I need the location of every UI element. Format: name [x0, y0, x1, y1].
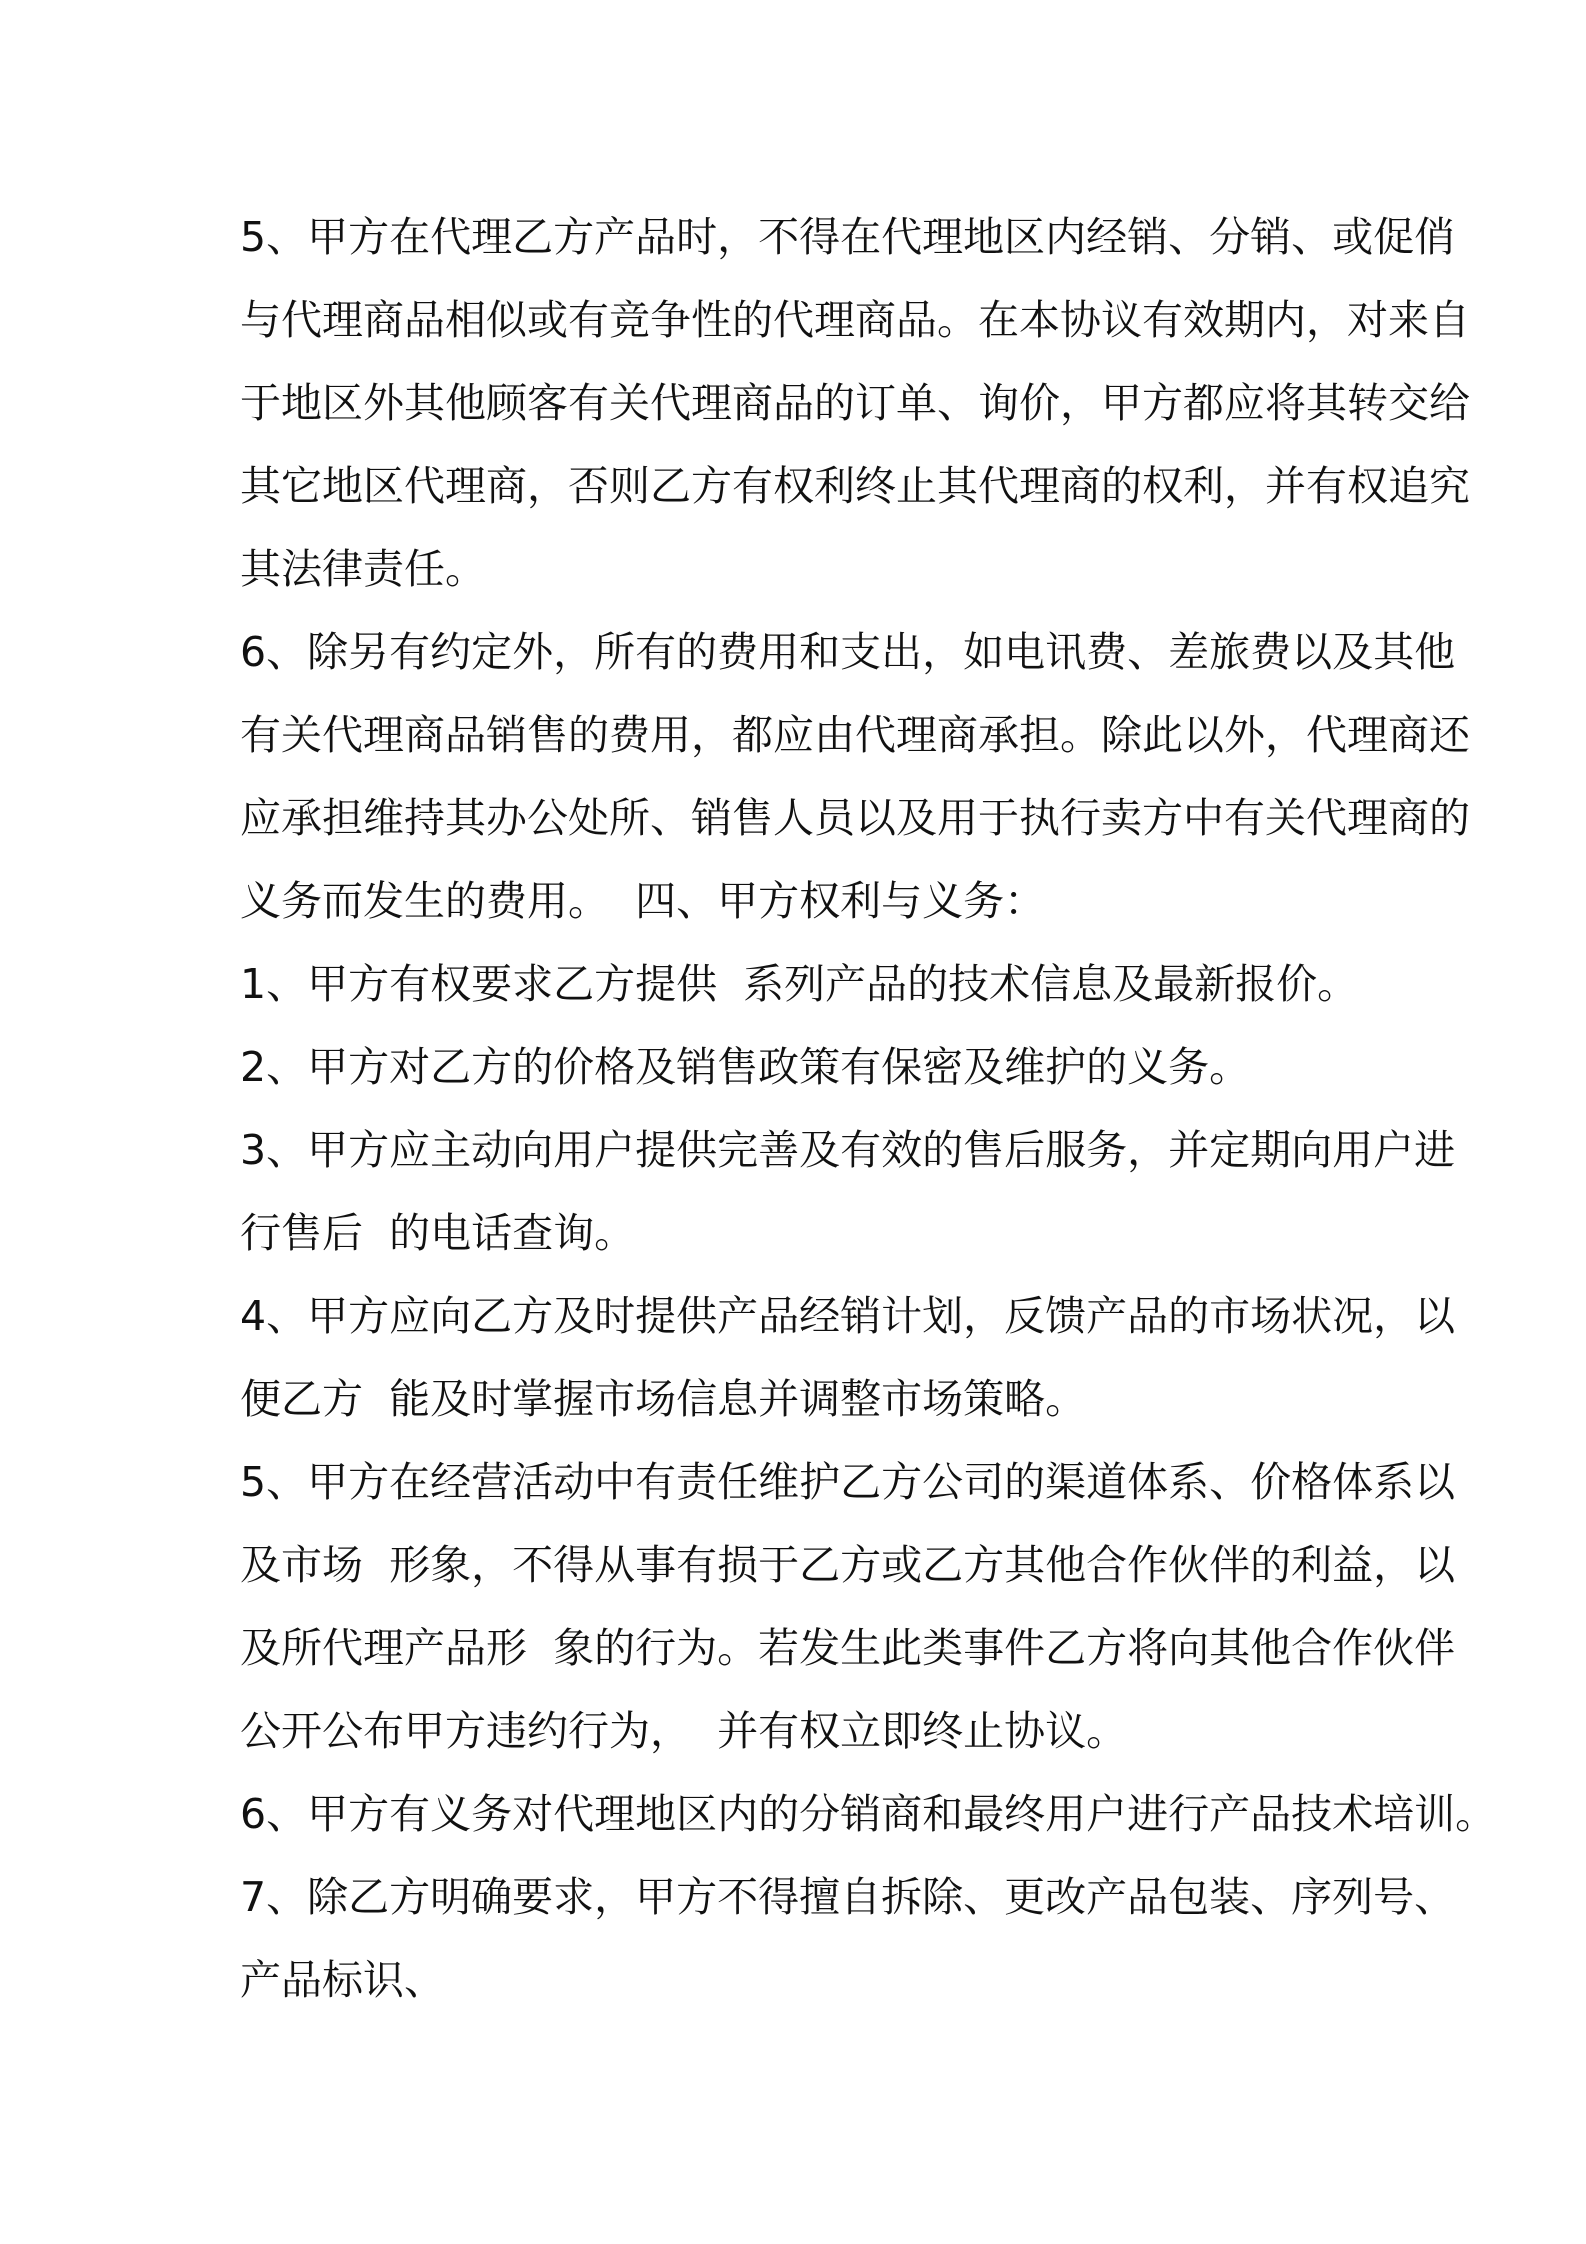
- text-line: 6、除另有约定外，所有的费用和支出，如电讯费、差旅费以及其他: [240, 628, 1456, 676]
- text-line: 与代理商品相似或有竞争性的代理商品。在本协议有效期内，对来自: [240, 296, 1470, 344]
- text-line: 其它地区代理商，否则乙方有权利终止其代理商的权利，并有权追究: [240, 462, 1470, 510]
- text-line: 有关代理商品销售的费用，都应由代理商承担。除此以外，代理商还: [240, 711, 1470, 759]
- text-line: 及市场 形象，不得从事有损于乙方或乙方其他合作伙伴的利益，以: [240, 1541, 1456, 1589]
- text-line: 6、甲方有义务对代理地区内的分销商和最终用户进行产品技术培训。: [240, 1790, 1497, 1838]
- text-line: 1、甲方有权要求乙方提供 系列产品的技术信息及最新报价。: [240, 960, 1359, 1008]
- text-line: 义务而发生的费用。 四、甲方权利与义务：: [240, 877, 1046, 925]
- text-line: 3、甲方应主动向用户提供完善及有效的售后服务，并定期向用户进: [240, 1126, 1456, 1174]
- text-line: 行售后 的电话查询。: [240, 1209, 636, 1257]
- text-line: 产品标识、: [240, 1956, 445, 2004]
- text-line: 5、甲方在经营活动中有责任维护乙方公司的渠道体系、价格体系以: [240, 1458, 1456, 1506]
- text-line: 7、除乙方明确要求，甲方不得擅自拆除、更改产品包装、序列号、: [240, 1873, 1456, 1921]
- text-line: 4、甲方应向乙方及时提供产品经销计划，反馈产品的市场状况，以: [240, 1292, 1456, 1340]
- text-line: 应承担维持其办公处所、销售人员以及用于执行卖方中有关代理商的: [240, 794, 1470, 842]
- text-line: 公开公布甲方违约行为， 并有权立即终止协议。: [240, 1707, 1128, 1755]
- document-body: [240, 196, 1497, 2022]
- text-line: 便乙方 能及时掌握市场信息并调整市场策略。: [240, 1375, 1087, 1423]
- text-line: 2、甲方对乙方的价格及销售政策有保密及维护的义务。: [240, 1043, 1251, 1091]
- text-line: 5、甲方在代理乙方产品时，不得在代理地区内经销、分销、或促俏: [240, 213, 1456, 261]
- text-line: 及所代理产品形 象的行为。若发生此类事件乙方将向其他合作伙伴: [240, 1624, 1456, 1672]
- text-line: 于地区外其他顾客有关代理商品的订单、询价，甲方都应将其转交给: [240, 379, 1470, 427]
- text-line: 其法律责任。: [240, 545, 486, 593]
